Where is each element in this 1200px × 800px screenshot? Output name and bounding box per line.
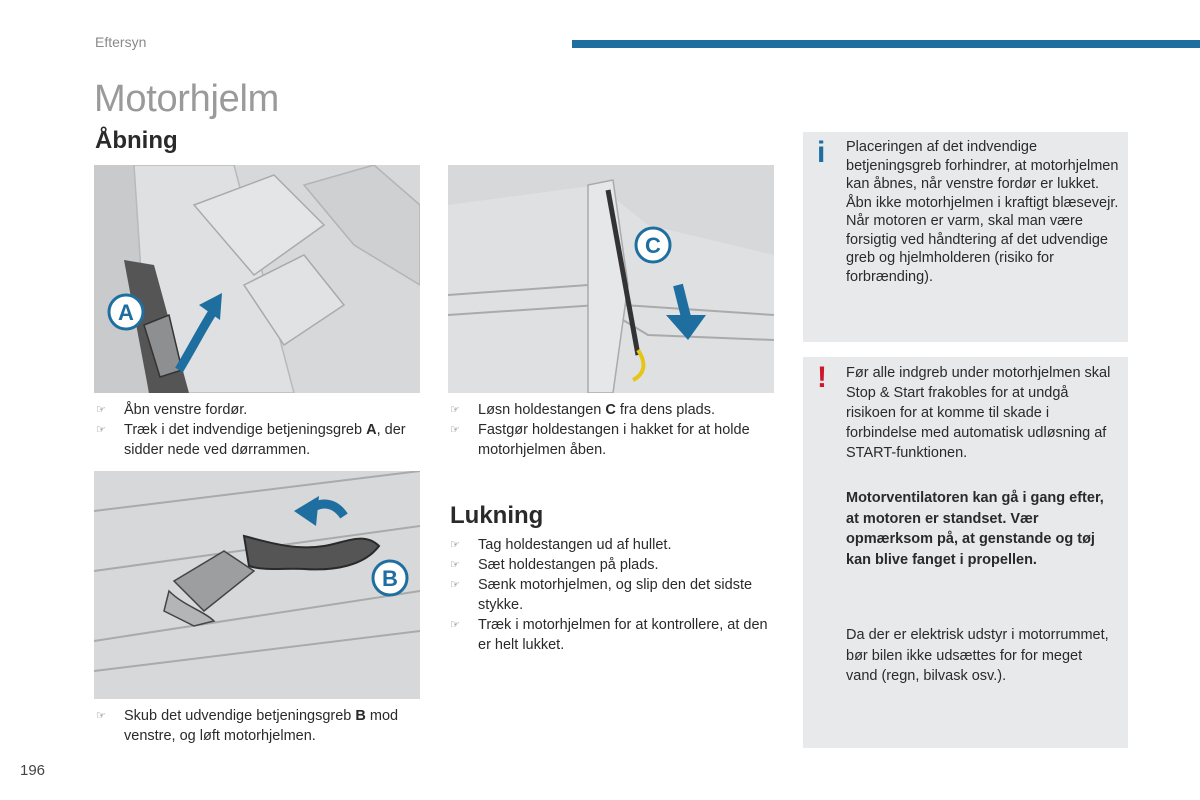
section-label: Eftersyn xyxy=(95,34,147,50)
list-item: ☞ Træk i motorhjelmen for at kontrollere, at den er helt lukket. xyxy=(450,615,780,655)
warning-text: Før alle indgreb under motorhjelmen skal Stop & Start frakobles for at undgå risikoen for at komme til skade i forbindelse med automatisk udløsning af START-funktionen. xyxy=(846,365,1111,461)
warning-bold-text: Motorventilatoren kan gå i gang efter, at motoren er standset. Vær opmærksom på, at genstande og tøj kan blive fanget i propellen. xyxy=(846,490,1104,568)
image-exterior-lever xyxy=(94,471,420,699)
image-interior-lever xyxy=(94,165,420,393)
page-title: Motorhjelm xyxy=(94,78,279,120)
list-item: ☞ Tag holdestangen ud af hullet. xyxy=(450,535,780,555)
warning-icon: ! xyxy=(817,361,827,394)
list-item: ☞ Løsn holdestangen C fra dens plads. xyxy=(450,400,780,420)
header-accent-bar xyxy=(572,40,1200,48)
page-number: 196 xyxy=(20,762,46,779)
opening-heading: Åbning xyxy=(95,127,178,154)
image-bonnet-stay xyxy=(448,165,774,393)
closing-bullets xyxy=(450,535,780,655)
warning-extra-text: Da der er elektrisk udstyr i motorrummet, bør bilen ikke udsættes for for meget vand (regn, bilvask osv.). xyxy=(846,627,1109,684)
list-item: ☞ Fastgør holdestangen i hakket for at holde motorhjelmen åben. xyxy=(450,420,780,460)
list-item: ☞ Sænk motorhjelmen, og slip den det sidste stykke. xyxy=(450,575,780,615)
closing-heading: Lukning xyxy=(450,502,544,529)
list-item: ☞ Skub det udvendige betjeningsgreb B mod venstre, og løft motorhjelmen. xyxy=(96,706,426,746)
opening-bottom-bullets xyxy=(96,706,426,746)
label-c: C xyxy=(645,233,661,258)
opening-left-bullets xyxy=(96,400,416,460)
label-b: B xyxy=(382,566,398,591)
list-item: ☞ Sæt holdestangen på plads. xyxy=(450,555,780,575)
list-item: ☞ Åbn venstre fordør. xyxy=(96,400,416,420)
info-box xyxy=(803,132,1128,342)
info-text: Placeringen af det indvendige betjeningsgreb forhindrer, at motorhjelmen kan åbnes, når venstre fordør er lukket. Åbn ikke motorhjelmen i kraftigt blæsevejr. Når motoren er varm, skal man være forsigtig ved håndtering af det udvendige greb og hjelmholderen (risiko for forbrænding). xyxy=(846,139,1119,285)
opening-right-bullets xyxy=(450,400,780,460)
info-icon: i xyxy=(817,136,826,169)
list-item: ☞ Træk i det indvendige betjeningsgreb A, der sidder nede ved dørrammen. xyxy=(96,420,416,460)
label-a: A xyxy=(118,300,134,325)
warning-box xyxy=(803,357,1128,748)
